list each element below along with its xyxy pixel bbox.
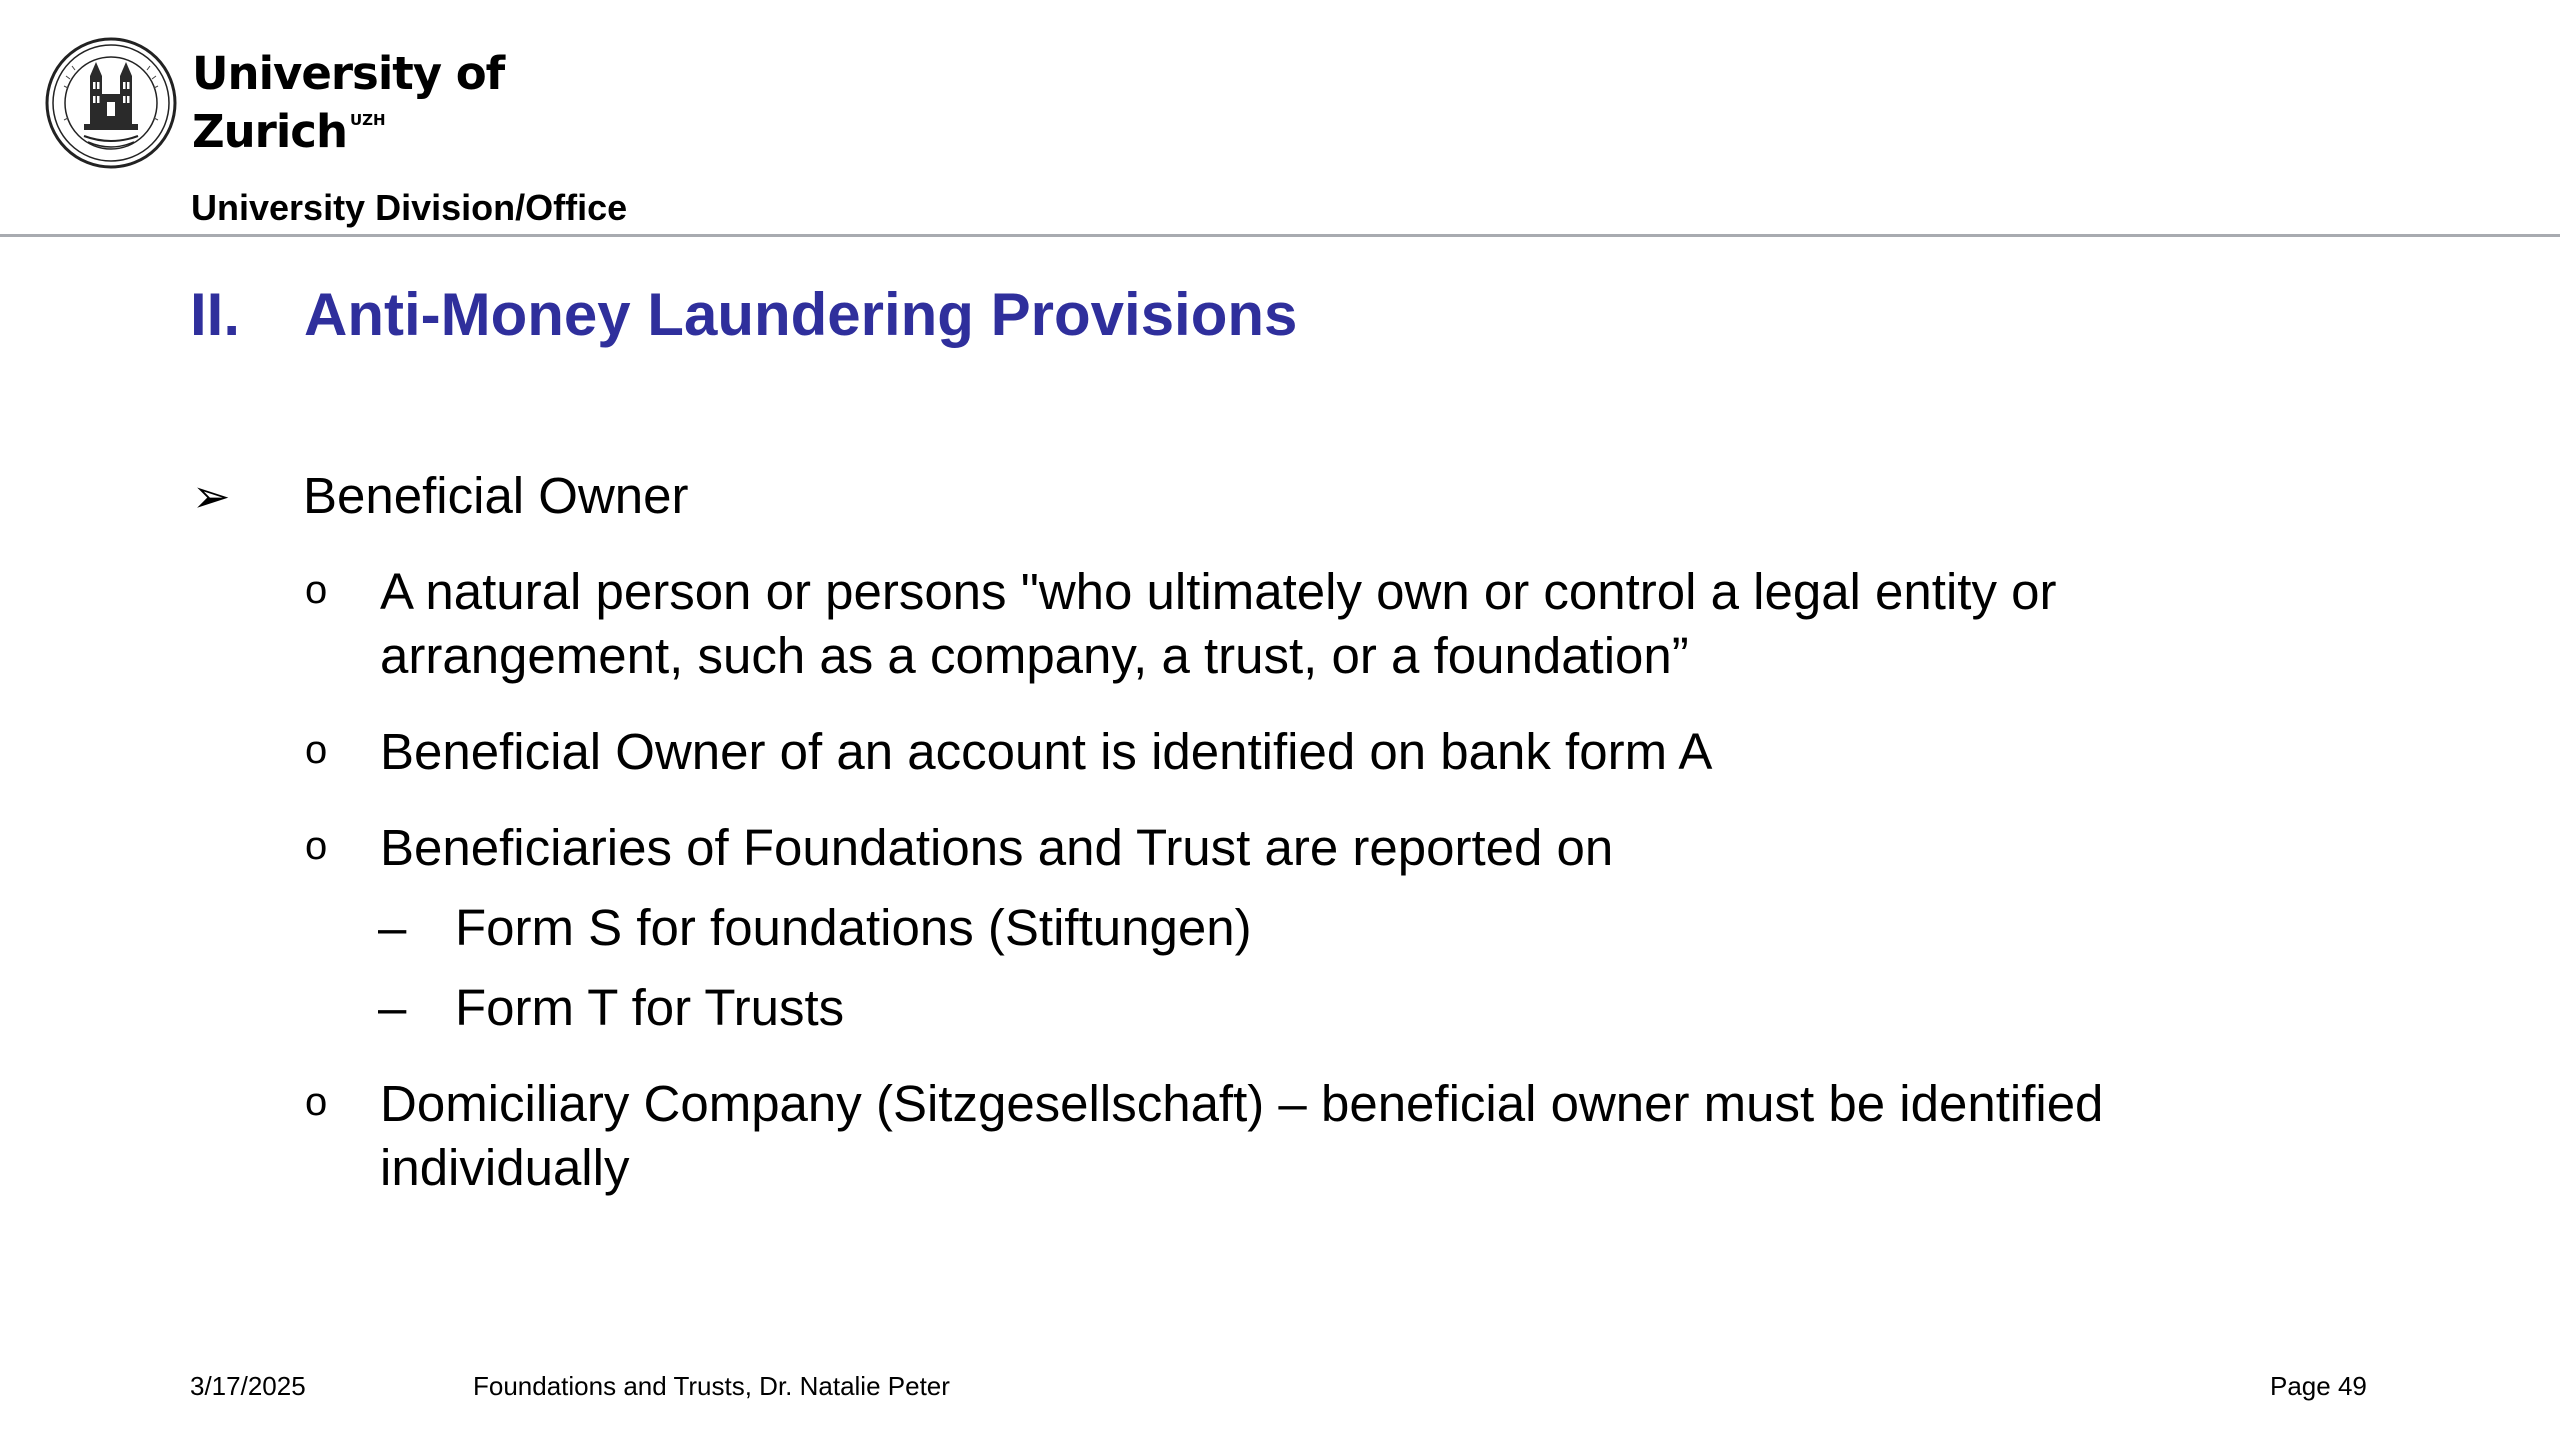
title-number: II. (190, 281, 241, 348)
circle-bullet-icon: o (305, 568, 328, 612)
division-label: University Division/Office (191, 187, 628, 228)
list-item-4-line-1: Domiciliary Company (Sitzgesellschaft) – beneficial owner must be identified (380, 1075, 2104, 1132)
footer-date: 3/17/2025 (190, 1371, 306, 1401)
list-item-1-line-2: arrangement, such as a company, a trust, or a foundation” (380, 627, 1689, 684)
arrow-bullet-icon: ➢ (192, 470, 231, 522)
footer-page-number: Page 49 (2270, 1371, 2367, 1401)
dash-bullet-icon: – (378, 979, 407, 1036)
list-item-4-line-2: individually (380, 1139, 630, 1196)
logo-uzh: UZH (350, 111, 386, 129)
list-item-2: Beneficial Owner of an account is identified on bank form A (380, 723, 1713, 780)
list-item-1-line-1: A natural person or persons "who ultimately own or control a legal entity or (380, 563, 2057, 620)
sub-item-form-t: Form T for Trusts (455, 979, 845, 1036)
circle-bullet-icon: o (305, 824, 328, 868)
logo-line-1: University of (192, 47, 505, 100)
title-text: Anti-Money Laundering Provisions (304, 281, 1298, 348)
list-item-3: Beneficiaries of Foundations and Trust are reported on (380, 819, 1614, 876)
bullet-heading: Beneficial Owner (303, 467, 689, 524)
sub-item-form-s: Form S for foundations (Stiftungen) (455, 899, 1252, 956)
dash-bullet-icon: – (378, 899, 407, 956)
circle-bullet-icon: o (305, 728, 328, 772)
footer-course: Foundations and Trusts, Dr. Natalie Peter (473, 1371, 950, 1401)
logo-zurich: Zurich (192, 105, 347, 158)
circle-bullet-icon: o (305, 1080, 328, 1124)
